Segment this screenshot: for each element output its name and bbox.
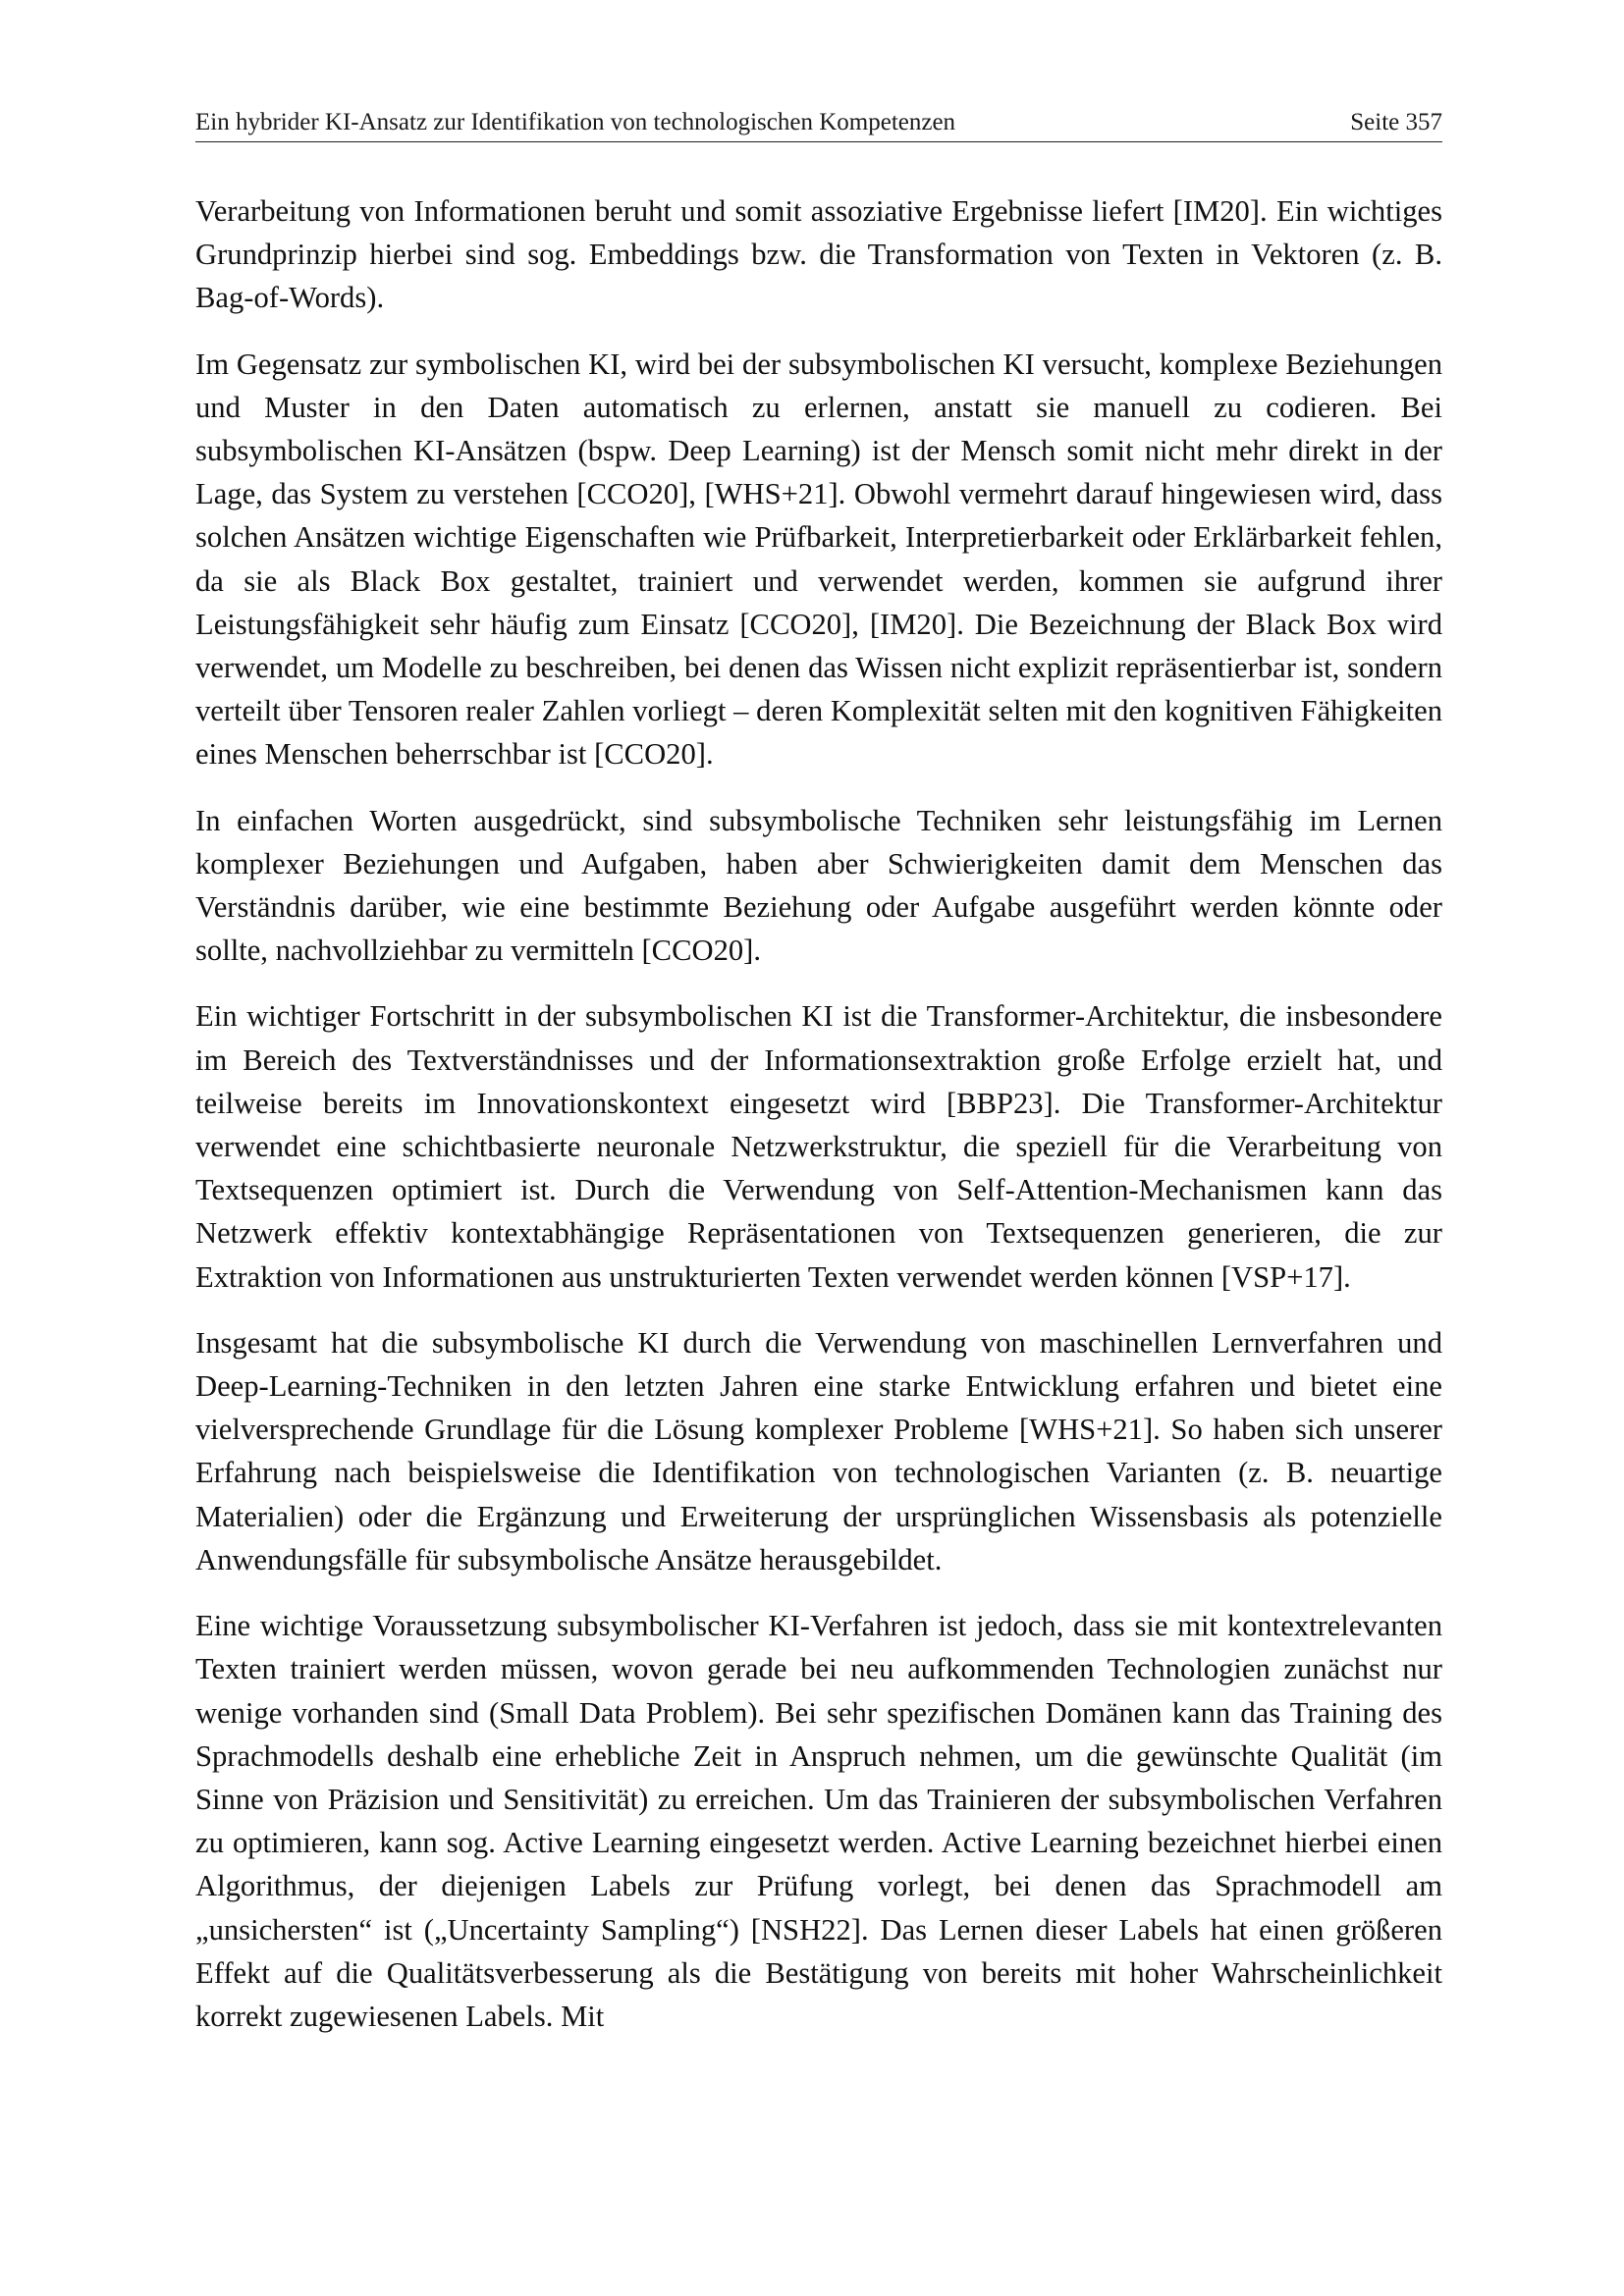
header-title: Ein hybrider KI-Ansatz zur Identifikation von technologischen Kompetenzen [195, 109, 956, 135]
paragraph: Eine wichtige Voraussetzung subsymbolischer KI-Verfahren ist jedoch, dass sie mit kontextrelevanten Texten trainiert werden müssen, wovon gerade bei neu aufkommenden Technologien zunächst nur wenige vorhanden sind (Small Data Problem). Bei sehr spezifischen Domänen kann das Training des Sprachmodells deshalb eine erhebliche Zeit in Anspruch nehmen, um die gewünschte Qualität (im Sinne von Präzision und Sensitivität) zu erreichen. Um das Trainieren der subsymbolischen Verfahren zu optimieren, kann sog. Active Learning eingesetzt werden. Active Learning bezeichnet hierbei einen Algorithmus, der diejenigen Labels zur Prüfung vorlegt, bei denen das Sprachmodell am „unsichersten“ ist („Uncertainty Sampling“) [NSH22]. Das Lernen dieser Labels hat einen größeren Effekt auf die Qualitätsverbesserung als die Bestätigung von bereits mit hoher Wahrscheinlichkeit korrekt zugewiesenen Labels. Mit [195, 1609, 1442, 2033]
paragraph: In einfachen Worten ausgedrückt, sind subsymbolische Techniken sehr leistungsfähig im Lernen komplexer Beziehungen und Aufgaben, haben aber Schwierigkeiten damit dem Menschen das Verständnis darüber, wie eine bestimmte Beziehung oder Aufgabe ausgeführt werden könnte oder sollte, nachvollziehbar zu vermitteln [CCO20]. [195, 803, 1442, 968]
running-header [195, 108, 1442, 142]
page-number: Seite 357 [1350, 109, 1442, 135]
paragraph: Insgesamt hat die subsymbolische KI durch die Verwendung von maschinellen Lernverfahren und Deep-Learning-Techniken in den letzten Jahren eine starke Entwicklung erfahren und bietet eine vielversprechende Grundlage für die Lösung komplexer Probleme [WHS+21]. So haben sich unserer Erfahrung nach beispielsweise die Identifikation von technologischen Varianten (z. B. neuartige Materialien) oder die Ergänzung und Erweiterung der ursprünglichen Wissensbasis als potenzielle Anwendungsfälle für subsymbolische Ansätze herausgebildet. [195, 1325, 1442, 1576]
body-text [195, 189, 1442, 2038]
document-page [195, 108, 1442, 2060]
paragraph: Verarbeitung von Informationen beruht und somit assoziative Ergebnisse liefert [IM20]. Ein wichtiges Grundprinzip hierbei sind sog. Embeddings bzw. die Transformation von Texten in Vektoren (z. B. Bag-of-Words). [195, 194, 1442, 315]
paragraph: Ein wichtiger Fortschritt in der subsymbolischen KI ist die Transformer-Architektur, die insbesondere im Bereich des Textverständnisses und der Informationsextraktion große Erfolge erzielt hat, und teilweise bereits im Innovationskontext eingesetzt wird [BBP23]. Die Transformer-Architektur verwendet eine schichtbasierte neuronale Netzwerkstruktur, die speziell für die Verarbeitung von Textsequenzen optimiert ist. Durch die Verwendung von Self-Attention-Mechanismen kann das Netzwerk effektiv kontextabhängige Repräsentationen von Textsequenzen generieren, die zur Extraktion von Informationen aus unstrukturierten Texten verwendet werden können [VSP+17]. [195, 999, 1442, 1294]
paragraph: Im Gegensatz zur symbolischen KI, wird bei der subsymbolischen KI versucht, komplexe Beziehungen und Muster in den Daten automatisch zu erlernen, anstatt sie manuell zu codieren. Bei subsymbolischen KI-Ansätzen (bspw. Deep Learning) ist der Mensch somit nicht mehr direkt in der Lage, das System zu verstehen [CCO20], [WHS+21]. Obwohl vermehrt darauf hingewiesen wird, dass solchen Ansätzen wichtige Eigenschaften wie Prüfbarkeit, Interpretierbarkeit oder Erklärbarkeit fehlen, da sie als Black Box gestaltet, trainiert und verwendet werden, kommen sie aufgrund ihrer Leistungsfähigkeit sehr häufig zum Einsatz [CCO20], [IM20]. Die Bezeichnung der Black Box wird verwendet, um Modelle zu beschreiben, bei denen das Wissen nicht explizit repräsentierbar ist, sondern verteilt über Tensoren realer Zahlen vorliegt – deren Komplexität selten mit den kognitiven Fähigkeiten eines Menschen beherrschbar ist [CCO20]. [195, 347, 1442, 772]
